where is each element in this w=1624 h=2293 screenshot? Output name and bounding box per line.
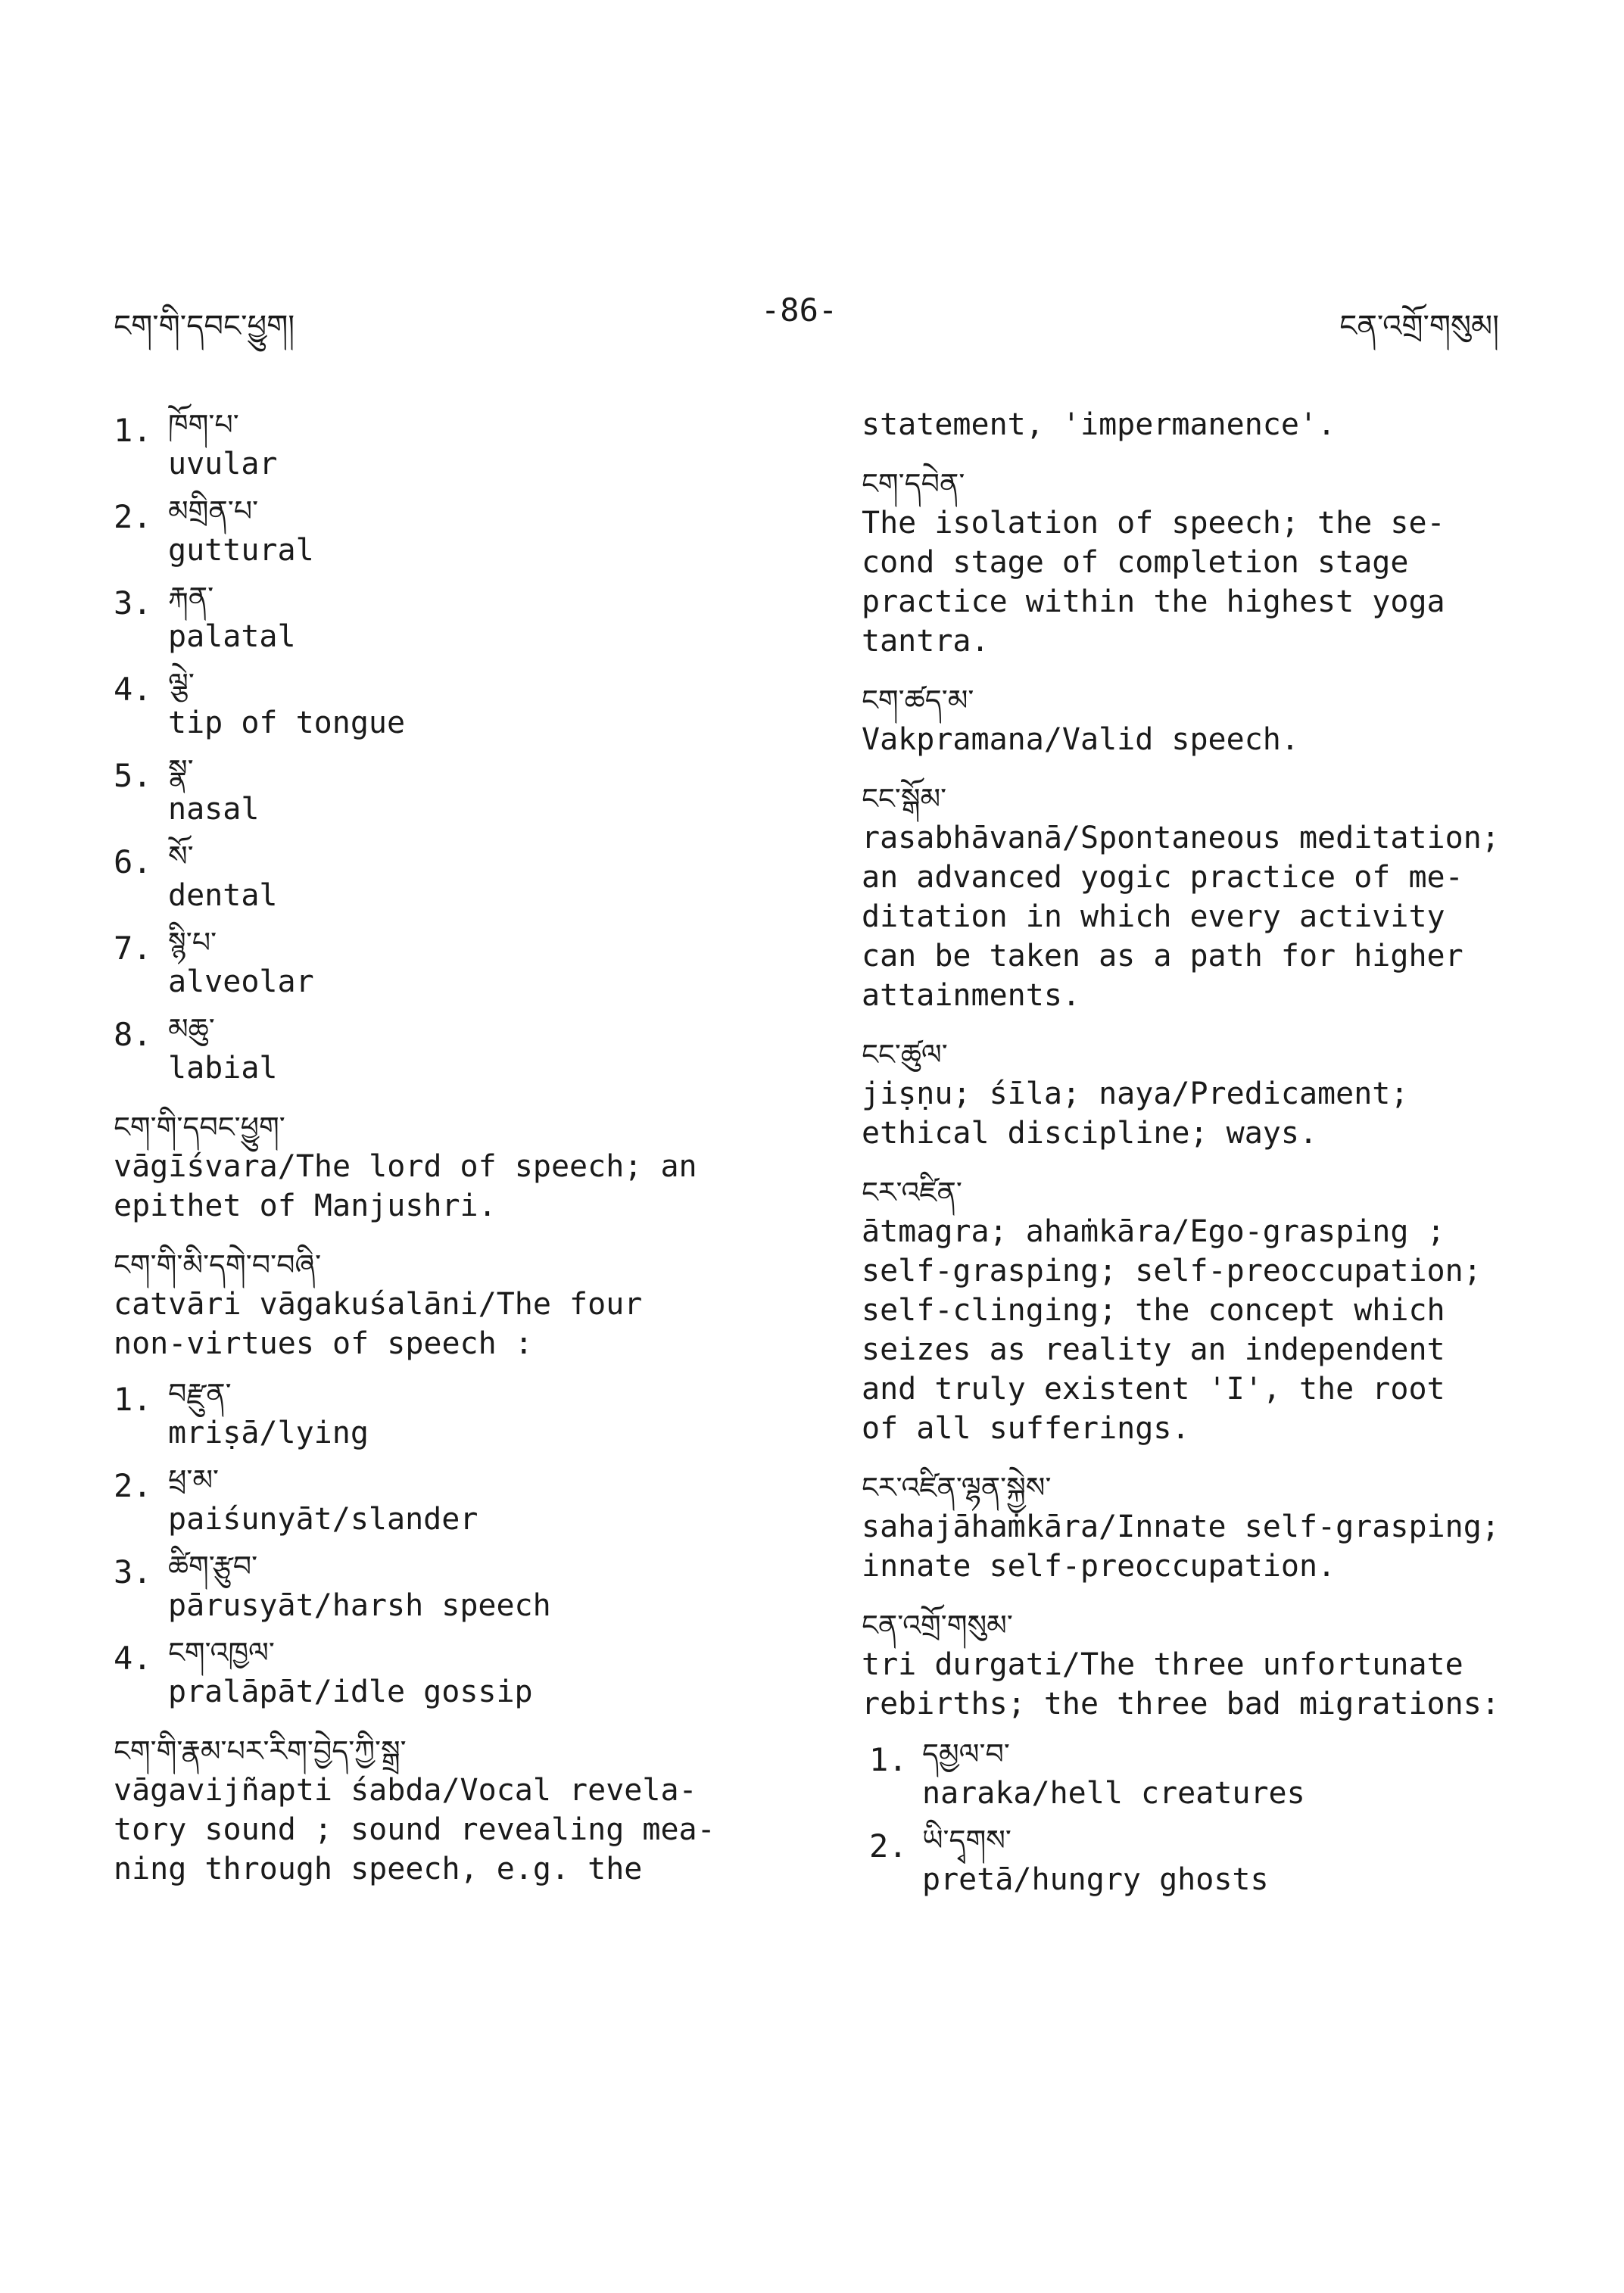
dictionary-entry <box>114 1731 780 1889</box>
definition-line: vāgavijñapti śabda/Vocal revela- <box>114 1773 697 1808</box>
tibetan-term: ངག་འཁྱལ་ <box>168 1636 275 1669</box>
definition-line: epithet of Manjushri. <box>114 1189 497 1223</box>
header-right-headword: ངན་འགྲོ་གསུམ། <box>1339 309 1499 344</box>
gloss: naraka/hell creatures <box>922 1776 1305 1811</box>
tibetan-term: སྣ་ <box>168 753 194 787</box>
gloss: palatal <box>168 619 296 654</box>
list-item <box>114 1374 780 1453</box>
item-number: 5. <box>114 757 152 794</box>
tibetan-term: ཚིག་རྩུབ་ <box>168 1550 258 1583</box>
item-number: 1. <box>114 1381 152 1418</box>
tibetan-term: མཆུ་ <box>168 1012 215 1045</box>
definition-line: attainments. <box>862 978 1080 1013</box>
dictionary-entry <box>862 464 1566 661</box>
articulation-list <box>114 405 780 1088</box>
definition-line: self-grasping; self-preoccupation; <box>862 1254 1482 1288</box>
dictionary-entry <box>862 1468 1566 1586</box>
gloss: guttural <box>168 533 314 568</box>
list-item <box>114 837 780 915</box>
gloss: tip of tongue <box>168 706 406 740</box>
dictionary-entry <box>862 1606 1566 1899</box>
definition-line: sahajāhaṁkāra/Innate self-grasping; <box>862 1509 1500 1544</box>
definition-line: can be taken as a path for higher <box>862 939 1463 974</box>
tibetan-term: ཡི་དྭགས་ <box>922 1824 1011 1857</box>
definition-line: and truly existent 'I', the root <box>862 1372 1445 1407</box>
entry-headword: ངག་གི་དབང་ཕྱུག་ <box>114 1111 285 1144</box>
gloss: nasal <box>168 792 260 827</box>
definition-line: an advanced yogic practice of me- <box>862 860 1463 895</box>
definition-line: innate self-preoccupation. <box>862 1549 1336 1584</box>
definition-line: ditation in which every activity <box>862 899 1445 934</box>
definition-line: jiṣṇu; śīla; naya/Predicament; <box>862 1076 1409 1111</box>
left-column <box>114 405 780 1889</box>
item-number: 1. <box>869 1741 908 1778</box>
definition-line: ātmagra; ahaṁkāra/Ego-grasping ; <box>862 1214 1445 1249</box>
item-number: 4. <box>114 1640 152 1677</box>
list-item <box>114 750 780 829</box>
definition-line: self-clinging; the concept which <box>862 1293 1445 1328</box>
entry-headword: ངར་འཛིན་ <box>862 1176 962 1209</box>
page-header <box>114 291 1499 344</box>
tibetan-term: དམྱལ་བ་ <box>922 1737 1010 1771</box>
definition-line: Vakpramana/Valid speech. <box>862 722 1299 757</box>
item-number: 2. <box>114 1467 152 1504</box>
tibetan-term: སྙི་པ་ <box>168 926 217 959</box>
dictionary-entry <box>114 1108 780 1226</box>
entry-headword: ངག་ཚད་མ་ <box>862 684 974 717</box>
gloss: pralāpāt/idle gossip <box>168 1675 533 1709</box>
list-item <box>114 578 780 656</box>
definition-line: practice within the highest yoga <box>862 584 1445 619</box>
gloss: uvular <box>168 447 278 481</box>
item-number: 4. <box>114 671 152 708</box>
item-number: 8. <box>114 1016 152 1053</box>
item-number: 6. <box>114 843 152 880</box>
definition-line: catvāri vāgakuśalāni/The four <box>114 1287 643 1322</box>
gloss: pārusyāt/harsh speech <box>168 1588 551 1623</box>
definition-line: tantra. <box>862 624 990 659</box>
continuation-text: statement, 'impermanence'. <box>862 407 1336 442</box>
dictionary-entry <box>862 1173 1566 1448</box>
item-number: 3. <box>114 584 152 622</box>
gloss: dental <box>168 878 278 913</box>
list-item <box>114 1547 780 1625</box>
list-item <box>114 664 780 743</box>
gloss: mriṣā/lying <box>168 1416 369 1450</box>
gloss: pretā/hungry ghosts <box>922 1862 1269 1897</box>
definition-line: cond stage of completion stage <box>862 545 1409 580</box>
definition-line: vāgīśvara/The lord of speech; an <box>114 1149 697 1184</box>
dictionary-entry <box>862 681 1566 759</box>
list-item <box>862 1821 1566 1899</box>
tibetan-term: བརྫུན་ <box>168 1377 232 1410</box>
item-number: 2. <box>869 1827 908 1865</box>
list-item <box>114 1460 780 1539</box>
entry-headword: ངག་གི་མི་དགེ་བ་བཞི་ <box>114 1248 322 1282</box>
definition-line: ethical discipline; ways. <box>862 1116 1318 1151</box>
entry-headword: ངན་འགྲོ་གསུམ་ <box>862 1609 1013 1642</box>
gloss: alveolar <box>168 964 314 999</box>
header-left-headword: ངག་གི་དབང་ཕྱུག། <box>114 309 295 344</box>
definition-line: of all sufferings. <box>862 1411 1190 1446</box>
definition-line: rebirths; the three bad migrations: <box>862 1687 1500 1721</box>
dictionary-entry <box>862 1035 1566 1153</box>
list-item <box>862 1734 1566 1813</box>
definition-line: tri durgati/The three unfortunate <box>862 1647 1463 1682</box>
page-number: -86- <box>761 291 838 329</box>
dictionary-entry <box>862 779 1566 1015</box>
entry-headword: ངག་དབེན་ <box>862 467 965 500</box>
entry-headword: ངག་གི་རྣམ་པར་རིག་བྱེད་ཀྱི་སྒྲ་ <box>114 1734 407 1768</box>
definition-line: The isolation of speech; the se- <box>862 506 1445 541</box>
tibetan-term: མགྲིན་པ་ <box>168 494 259 528</box>
definition-line: non-virtues of speech : <box>114 1326 533 1361</box>
sub-list <box>862 1734 1566 1899</box>
sub-list <box>114 1374 780 1712</box>
item-number: 7. <box>114 930 152 967</box>
definition-line: tory sound ; sound revealing mea- <box>114 1812 715 1847</box>
list-item <box>114 923 780 1002</box>
tibetan-term: ཁོག་པ་ <box>168 408 239 441</box>
tibetan-term: ཕྲ་མ་ <box>168 1463 219 1497</box>
tibetan-term: ལྕེ་ <box>168 667 195 700</box>
list-item <box>114 1633 780 1712</box>
list-item <box>114 405 780 484</box>
list-item <box>114 1009 780 1088</box>
item-number: 1. <box>114 412 152 449</box>
dictionary-entry <box>114 1245 780 1712</box>
tibetan-term: སོ་ <box>168 840 194 873</box>
definition-line: rasabhāvanā/Spontaneous meditation; <box>862 821 1500 855</box>
gloss: paiśunyāt/slander <box>168 1502 478 1537</box>
tibetan-term: རྐན་ <box>168 581 214 614</box>
entry-headword: ངང་ཚུལ་ <box>862 1038 948 1071</box>
item-number: 3. <box>114 1553 152 1590</box>
right-column <box>862 405 1566 1907</box>
item-number: 2. <box>114 498 152 535</box>
definition-line: seizes as reality an independent <box>862 1332 1445 1367</box>
entry-headword: ངང་སྒོམ་ <box>862 782 947 815</box>
entry-headword: ངར་འཛིན་ལྷན་སྐྱེས་ <box>862 1471 1052 1504</box>
gloss: labial <box>168 1051 278 1086</box>
list-item <box>114 491 780 570</box>
definition-line: ning through speech, e.g. the <box>114 1852 643 1886</box>
